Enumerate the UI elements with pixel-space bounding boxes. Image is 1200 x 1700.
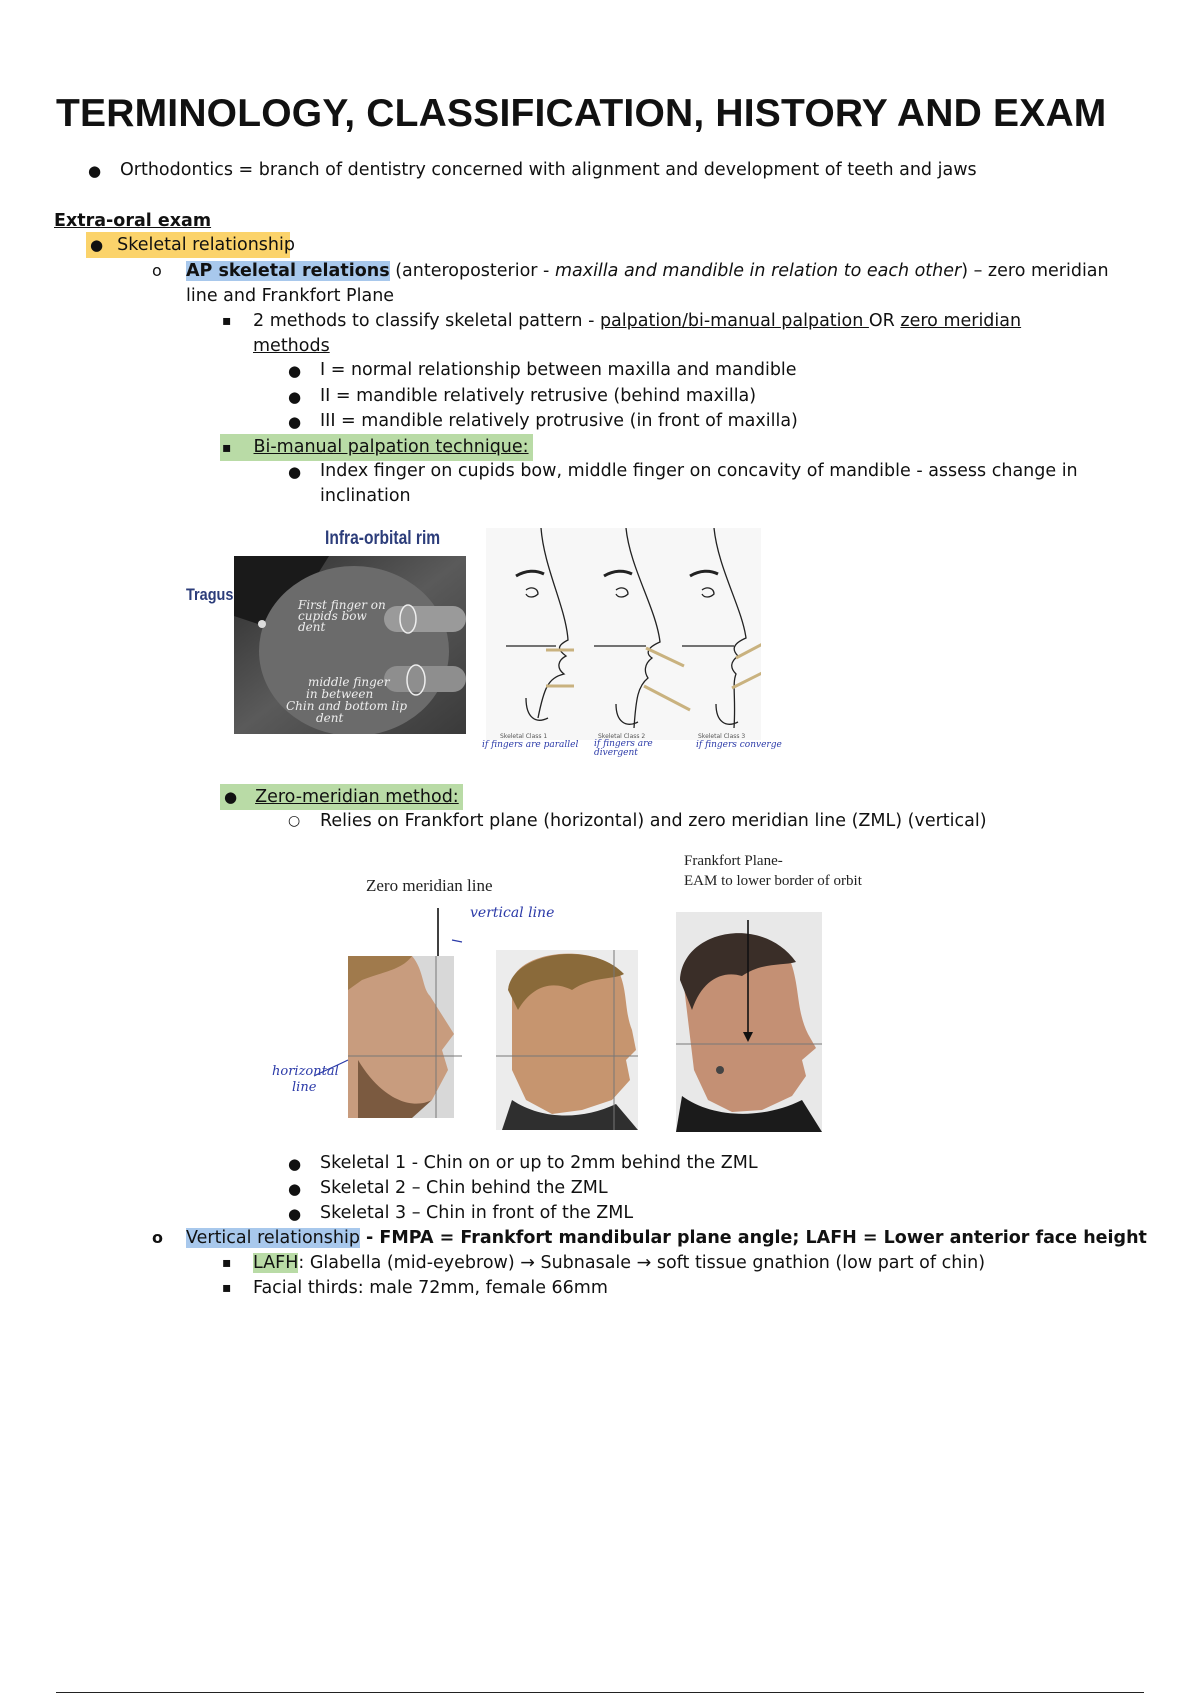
label-frankfort-plane: Frankfort Plane-: [684, 853, 783, 869]
zml-class-3: Skeletal 3 – Chin in front of the ZML: [320, 1203, 634, 1223]
zero-meridian-text: Relies on Frankfort plane (horizontal) and zero meridian line (ZML) (vertical): [320, 811, 987, 831]
method-zero-meridian-cont: methods: [253, 336, 330, 356]
handnote-line: dent: [298, 620, 326, 634]
square-bullet-icon: ▪: [222, 1280, 232, 1296]
handnote-line: horizontal: [272, 1064, 339, 1079]
handnote-line: cupids bow: [298, 609, 367, 623]
methods-or: OR: [868, 311, 901, 331]
figure1-label-tragus: Tragus: [186, 585, 234, 604]
hand-caption-2: if fingers are divergent: [594, 739, 653, 758]
handnote-line: middle finger: [308, 675, 390, 689]
section-heading: Extra-oral exam: [54, 211, 212, 231]
ap-continuation: line and Frankfort Plane: [186, 286, 395, 306]
label-frankfort-plane-desc: EAM to lower border of orbit: [684, 873, 862, 889]
class-2-text: II = mandible relatively retrusive (behind maxilla): [320, 386, 757, 406]
zero-meridian-photos: [262, 900, 842, 1136]
circle-bullet-icon: o: [152, 261, 162, 280]
bimanual-text-2: inclination: [320, 486, 411, 506]
caption-class-3: Skeletal Class 3: [698, 733, 746, 740]
zml-class-1: Skeletal 1 - Chin on or up to 2mm behind the ZML: [320, 1153, 758, 1173]
handnote-line: in between: [306, 687, 374, 701]
footer-divider: [56, 1692, 1144, 1693]
label-zero-meridian-line: Zero meridian line: [366, 876, 493, 895]
vertical-line: [186, 1225, 1147, 1251]
handnote-line: dent: [316, 711, 344, 725]
ap-paren-close: ) – zero meridian: [961, 261, 1109, 281]
caption-class-2: Skeletal Class 2: [598, 733, 646, 740]
skeletal-heading-row: [86, 232, 295, 258]
circle-bullet-icon: ○: [288, 813, 301, 829]
ap-paren-open: (anteroposterior -: [389, 261, 555, 281]
handnote-line: Chin and bottom lip: [286, 699, 407, 713]
zero-meridian-heading-row: [220, 784, 463, 810]
page-title: TERMINOLOGY, CLASSIFICATION, HISTORY AND EXAM: [56, 92, 1107, 135]
lafh-label: LAFH: [253, 1253, 299, 1273]
hand-caption-3: if fingers converge: [696, 740, 782, 750]
handnote-vertical-line: vertical line: [470, 905, 555, 921]
bullet-icon: [288, 1180, 301, 1198]
bullet-icon: [288, 388, 301, 406]
handnote-middle-finger: [286, 676, 407, 724]
zml-class-2: Skeletal 2 – Chin behind the ZML: [320, 1178, 608, 1198]
bullet-icon: [288, 1205, 301, 1223]
handnote-line: line: [292, 1080, 317, 1095]
handnote-first-finger: [298, 600, 386, 633]
bullet-icon: [88, 162, 101, 180]
ap-paren-italic: maxilla and mandible in relation to each other: [554, 261, 962, 281]
class-3-text: III = mandible relatively protrusive (in front of maxilla): [320, 411, 798, 431]
methods-prefix: 2 methods to classify skeletal pattern -: [253, 311, 600, 331]
lafh-line: [253, 1250, 985, 1276]
bimanual-text-1: Index finger on cupids bow, middle finger on concavity of mandible - assess change in: [320, 461, 1078, 481]
bullet-icon: [288, 1155, 301, 1173]
vertical-label: Vertical relationship: [186, 1228, 360, 1248]
skeletal-class-profiles-diagram: [486, 528, 761, 740]
ap-line: [186, 258, 1109, 284]
bullet-icon: [288, 362, 301, 380]
bimanual-heading: Bi-manual palpation technique:: [253, 437, 529, 457]
hand-caption-1: if fingers are parallel: [482, 740, 579, 750]
circle-bullet-icon: o: [152, 1228, 163, 1247]
lafh-rest: : Glabella (mid-eyebrow) → Subnasale → soft tissue gnathion (low part of chin): [298, 1253, 986, 1273]
methods-line: [253, 308, 1021, 334]
class-1-text: I = normal relationship between maxilla and mandible: [320, 360, 797, 380]
square-bullet-icon: ▪: [222, 1255, 232, 1271]
bullet-icon: [90, 236, 103, 254]
handnote-line: First finger on: [298, 598, 386, 612]
bimanual-heading-row: [220, 434, 533, 461]
square-bullet-icon: ▪: [222, 313, 232, 329]
facial-thirds: Facial thirds: male 72mm, female 66mm: [253, 1278, 608, 1298]
method-zero-meridian: zero meridian: [900, 311, 1022, 331]
caption-class-1: Skeletal Class 1: [500, 733, 548, 740]
square-bullet-icon: ▪: [222, 440, 232, 456]
skeletal-heading: Skeletal relationship: [117, 235, 295, 255]
intro-text: Orthodontics = branch of dentistry concerned with alignment and development of teeth and jaws: [120, 160, 977, 180]
zero-meridian-heading: Zero-meridian method:: [255, 787, 459, 807]
vertical-rest: - FMPA = Frankfort mandibular plane angle; LAFH = Lower anterior face height: [359, 1228, 1147, 1248]
bullet-icon: [224, 788, 237, 806]
bullet-icon: [288, 413, 301, 431]
ap-label: AP skeletal relations: [186, 261, 390, 281]
method-palpation: palpation/bi-manual palpation: [599, 311, 869, 331]
bullet-icon: [288, 463, 301, 481]
figure1-label-infra-orbital: Infra-orbital rim: [325, 528, 441, 549]
